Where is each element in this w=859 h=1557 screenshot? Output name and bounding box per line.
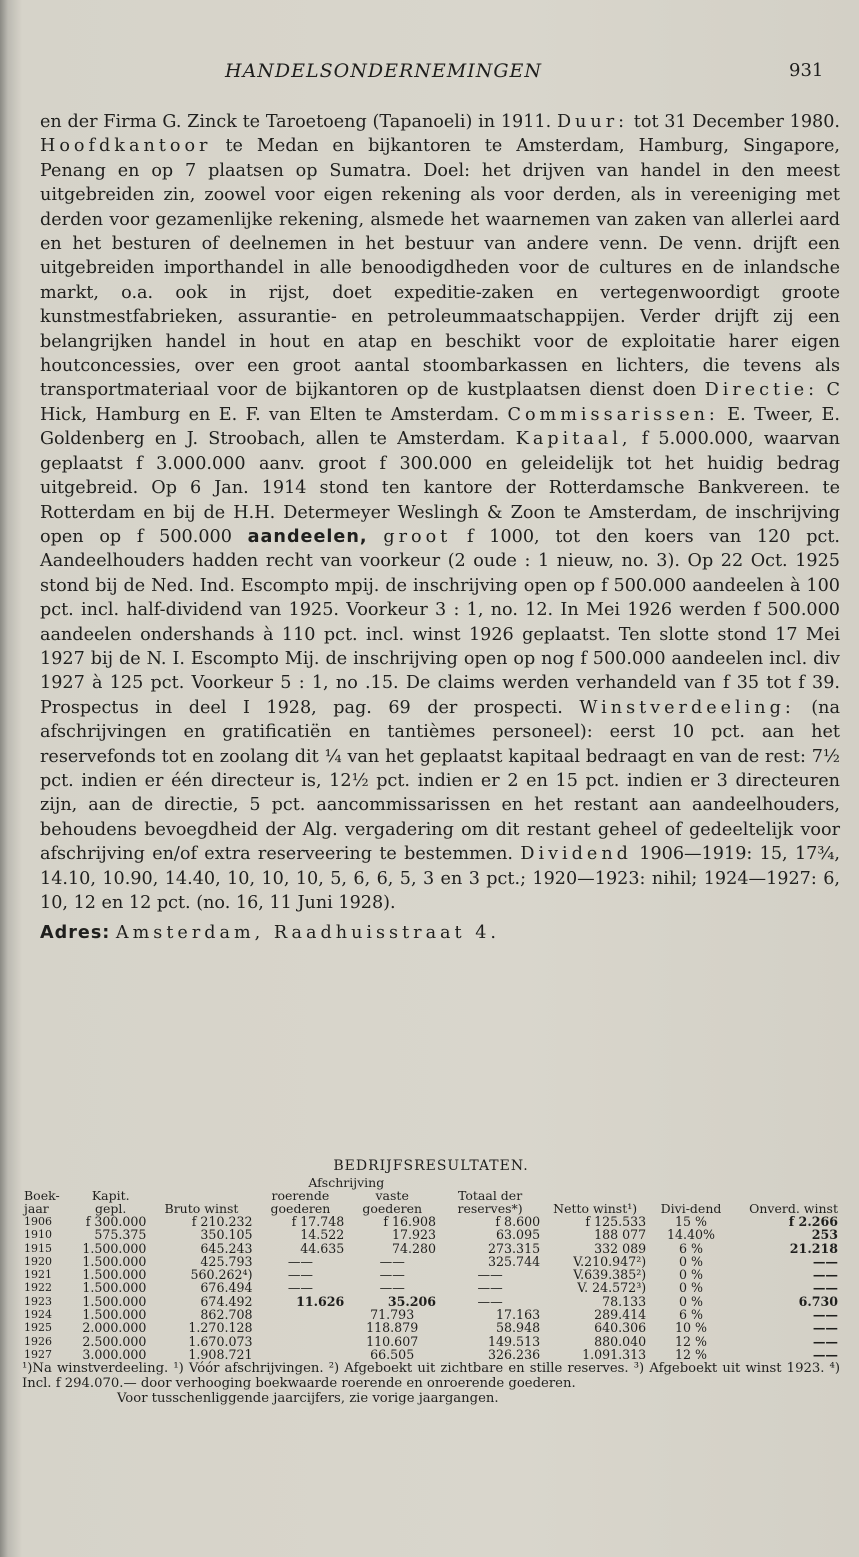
col-vaste: vaste goederen	[362, 1188, 423, 1216]
cell-totaal: 58.948	[496, 1320, 541, 1336]
cell-onverd: ——	[812, 1333, 838, 1349]
cell-jaar: 1920	[24, 1254, 52, 1268]
cell-jaar: 1921	[24, 1268, 52, 1282]
col-bruto: Bruto winst	[164, 1201, 239, 1216]
cell-totaal: ——	[477, 1267, 503, 1283]
cell-totaal: ——	[477, 1293, 503, 1309]
table-row	[22, 1228, 840, 1241]
table-row	[22, 1295, 840, 1308]
cell-netto: 332 089	[594, 1240, 647, 1256]
cell-vaste: 74.280	[392, 1240, 437, 1256]
dividend-label: Dividend	[520, 844, 632, 865]
col-totaal: Totaal der reserves*)	[457, 1188, 523, 1216]
cell-kapit: 1.500.000	[82, 1267, 147, 1283]
cell-divi: 12 %	[675, 1346, 707, 1362]
cell-netto: 1.091.313	[582, 1346, 647, 1362]
cell-totaal: f 8.600	[495, 1214, 541, 1229]
table-header-row	[22, 1189, 840, 1215]
commissarissen-label: Commissarissen:	[507, 404, 719, 425]
table-notes	[22, 1361, 840, 1406]
cell-kapit: 1.500.000	[82, 1280, 147, 1296]
groot-label: groot	[383, 526, 452, 547]
cell-divi: 0 %	[679, 1280, 703, 1296]
hoofdkantoor-label: Hoofdkantoor	[40, 136, 212, 157]
col-jaar: Boek-jaar	[24, 1188, 60, 1216]
kapitaal-label: Kapitaal,	[515, 429, 632, 450]
cell-netto: 640.306	[594, 1320, 647, 1336]
afschrijving-header: Afschrijving	[308, 1175, 385, 1190]
cell-onverd: ——	[812, 1346, 838, 1362]
table-row	[22, 1242, 840, 1255]
cell-divi: 14.40%	[666, 1227, 716, 1243]
cell-vaste: 66.505	[370, 1346, 415, 1362]
cell-bruto: 862.708	[200, 1307, 253, 1323]
cell-netto: V.210.947²)	[573, 1253, 647, 1269]
cell-roerende: 11.626	[296, 1293, 345, 1309]
adres-label: Adres:	[40, 923, 111, 944]
text-run: (na afschrijvingen en gratificatiën en tantièmes personeel): eerst 10 pct. aan het reservefonds tot en zoolang dit ¼ van het geplaatst kapitaal bedraagt en van de rest: 7½ pct. indien er één directeur is, 12½ pct. indien er 2 en 15 pct. indien er 3 directeuren zijn, aan de directie, 5 pct. aancommissarissen en het restant aan aandeelhouders, behoudens bevoegdheid der Alg. vergadering om dit restant geheel of gedeeltelijk voor afschrijving en/of extra reserveering te bestemmen.	[40, 697, 840, 865]
cell-vaste: f 16.908	[383, 1214, 437, 1229]
cell-kapit: f 300.000	[85, 1214, 147, 1229]
cell-divi: 6 %	[679, 1307, 703, 1323]
cell-totaal: 326.236	[488, 1346, 541, 1362]
company-paragraph	[40, 110, 840, 915]
cell-kapit: 2.500.000	[82, 1333, 147, 1349]
results-table-section	[22, 1158, 840, 1406]
cell-kapit: 575.375	[94, 1227, 147, 1243]
cell-bruto: 676.494	[200, 1280, 253, 1296]
cell-totaal: 17.163	[496, 1307, 541, 1323]
table-row	[22, 1281, 840, 1294]
cell-kapit: 3.000.000	[82, 1346, 147, 1362]
cell-vaste: 71.793	[370, 1307, 415, 1323]
cell-netto: 78.133	[602, 1293, 647, 1309]
cell-roerende: ——	[287, 1280, 313, 1296]
cell-bruto: 1.908.721	[188, 1346, 253, 1362]
cell-divi: 0 %	[679, 1267, 703, 1283]
cell-onverd: 253	[811, 1227, 838, 1243]
cell-roerende: 14.522	[300, 1227, 345, 1243]
cell-onverd: ——	[812, 1280, 838, 1296]
cell-bruto: 560.262⁴)	[190, 1267, 253, 1283]
cell-kapit: 1.500.000	[82, 1307, 147, 1323]
cell-onverd: ——	[812, 1307, 838, 1323]
cell-netto: f 125.533	[585, 1214, 647, 1229]
text-run: E. Tweer, E. Goldenberg en J. Stroobach, allen te Amsterdam.	[40, 404, 840, 450]
cell-jaar: 1922	[24, 1281, 52, 1295]
table-row	[22, 1255, 840, 1268]
table-row	[22, 1335, 840, 1348]
cell-kapit: 2.000.000	[82, 1320, 147, 1336]
table-row	[22, 1321, 840, 1334]
cell-bruto: 1.670.073	[188, 1333, 253, 1349]
cell-roerende	[255, 1348, 347, 1361]
table-row	[22, 1268, 840, 1281]
cell-bruto: 645.243	[200, 1240, 253, 1256]
text-run: 1906—1919: 15, 17¾, 14.10, 10.90, 14.40, 10, 10, 10, 5, 6, 6, 5, 3 en 3 pct.; 1920—1923: nihil; 1924—1927: 6, 10, 12 en 12 pct. (no. 16, 11 Juni 1928).	[40, 844, 840, 913]
cell-netto: V. 24.572³)	[577, 1280, 647, 1296]
cell-onverd: ——	[812, 1320, 838, 1336]
cell-onverd: ——	[812, 1267, 838, 1283]
cell-totaal: ——	[477, 1280, 503, 1296]
cell-roerende: ——	[287, 1253, 313, 1269]
text-run: f 1000, tot den koers van 120 pct. Aandeelhouders hadden recht van voorkeur (2 oude : 1 nieuw, no. 3). Op 22 Oct. 1925 stond bij de Ned. Ind. Escompto mpij. de inschrijving open op f 500.000 aandeelen à 100 pct. incl. half-dividend van 1925. Voorkeur 3 : 1, no. 12. In Mei 1926 werden f 500.000 aandeelen ondershands à 110 pct. incl. winst 1926 geplaatst. Ten slotte stond 17 Mei 1927 bij de N. I. Escompto Mij. de inschrijving open op nog f 500.000 aandeelen incl. div 1927 à 125 pct. Voorkeur 5 : 1, no .15. De claims werden verhandeld van f 35 tot f 39. Prospectus in deel I 1928, pag. 69 der prospecti.	[40, 526, 841, 718]
text-run: C Hick, Hamburg en E. F. van Elten te Amsterdam.	[40, 380, 840, 425]
col-kapit: Kapit. gepl.	[91, 1188, 130, 1216]
cell-jaar: 1923	[24, 1294, 52, 1308]
cell-divi: 12 %	[675, 1333, 707, 1349]
cell-kapit: 1.500.000	[82, 1240, 147, 1256]
cell-vaste: 118.879	[366, 1320, 419, 1336]
text-run: tot 31 December 1980.	[628, 112, 841, 132]
cell-bruto: 425.793	[200, 1253, 253, 1269]
cell-bruto: 1.270.128	[188, 1320, 253, 1336]
cell-onverd: ——	[812, 1253, 838, 1269]
cell-onverd: f 2.266	[788, 1214, 838, 1229]
cell-jaar: 1906	[24, 1215, 52, 1228]
col-divi: Divi-dend	[660, 1201, 722, 1216]
cell-onverd: 6.730	[798, 1293, 838, 1309]
see-previous-years-note: Voor tusschenliggende jaarcijfers, zie vorige jaargangen.	[117, 1391, 499, 1407]
page-number: 931	[789, 60, 824, 81]
table-row	[22, 1308, 840, 1321]
table-body	[22, 1215, 840, 1361]
results-table	[22, 1176, 840, 1361]
table-row	[22, 1348, 840, 1361]
cell-jaar: 1925	[24, 1321, 52, 1335]
page-header	[0, 60, 859, 90]
table-caption: BEDRIJFSRESULTATEN.	[333, 1158, 529, 1174]
cell-vaste: ——	[379, 1267, 405, 1283]
cell-divi: 6 %	[679, 1240, 703, 1256]
cell-vaste: 17.923	[392, 1227, 437, 1243]
col-roerende: roerende goederen	[270, 1188, 331, 1216]
cell-jaar: 1927	[24, 1347, 52, 1361]
text-run: en der Firma G. Zinck te Taroetoeng (Tapanoeli) in 1911.	[40, 112, 557, 132]
table-row	[22, 1215, 840, 1228]
cell-roerende	[255, 1308, 347, 1321]
table-header-row-top	[22, 1176, 840, 1189]
cell-totaal: 325.744	[488, 1253, 541, 1269]
cell-roerende	[255, 1321, 347, 1334]
text-run: te Medan en bijkantoren te Amsterdam, Hamburg, Singapore, Penang en op 7 plaatsen op Sumatra.	[40, 136, 840, 181]
cell-jaar: 1926	[24, 1334, 52, 1348]
cell-divi: 0 %	[679, 1253, 703, 1269]
cell-jaar: 1915	[24, 1241, 52, 1255]
adres-value: Amsterdam, Raadhuisstraat 4.	[115, 923, 500, 944]
duur-label: Duur:	[556, 112, 629, 132]
cell-jaar: 1910	[24, 1228, 52, 1242]
doel-label: Doel:	[423, 160, 470, 181]
cell-netto: 880.040	[594, 1333, 647, 1349]
cell-kapit: 1.500.000	[82, 1293, 147, 1309]
cell-jaar: 1924	[24, 1308, 52, 1322]
cell-onverd: 21.218	[789, 1240, 838, 1256]
cell-divi: 15 %	[675, 1214, 707, 1229]
winstverdeeling-label: Winstverdeeling:	[579, 697, 795, 718]
cell-roerende	[255, 1335, 347, 1348]
cell-roerende: ——	[287, 1267, 313, 1283]
cell-roerende: f 17.748	[291, 1214, 345, 1229]
cell-netto: 188 077	[594, 1227, 647, 1243]
cell-roerende: 44.635	[300, 1240, 345, 1256]
directie-label: Directie:	[704, 380, 819, 401]
cell-bruto: 350.105	[200, 1227, 253, 1243]
cell-vaste: 110.607	[366, 1333, 419, 1349]
cell-netto: 289.414	[594, 1307, 647, 1323]
cell-bruto: f 210.232	[191, 1214, 253, 1229]
cell-vaste: ——	[379, 1253, 405, 1269]
cell-totaal: 273.315	[488, 1240, 541, 1256]
cell-bruto: 674.492	[200, 1293, 253, 1309]
running-title: HANDELSONDERNEMINGEN	[225, 60, 543, 82]
text-run: het drijven van handel in den meest uitgebreiden zin, zoowel voor eigen rekening als voor derden, als in vereeniging met derden voor gezamenlijke rekening, alsmede het waarnemen van zaken van allerlei aard en het besturen of deelnemen in het bestuur van andere venn. De venn. drijft een uitgebreiden importhandel in alle benoodigdheden voor de cultures en de inlandsche markt, o.a. ook in rijst, doet expeditie-zaken en vertegenwoordigt groote kunstmestfabrieken, assurantie- en petroleummaatschappijen. Verder drijft zij een belangrijken handel in hout en atap en beschikt voor de exploitatie harer eigen houtconcessies, over een groot aantal stoombarkassen en lichters, die tevens als transportmateriaal voor de bijkantoren op de kustplaatsen dienst doen	[40, 160, 841, 401]
col-onverd: Onverd. winst	[749, 1201, 838, 1216]
cell-totaal: 149.513	[488, 1333, 541, 1349]
cell-kapit: 1.500.000	[82, 1253, 147, 1269]
aandeelen-label: aandeelen,	[247, 526, 368, 547]
cell-divi: 0 %	[679, 1293, 703, 1309]
cell-vaste: 35.206	[387, 1293, 437, 1309]
footnotes: ¹)Na winstverdeeling. ¹) Vóór afschrijvingen. ²) Afgeboekt uit zichtbare en stille reserves. ³) Afgeboekt uit winst 1923. ⁴) Incl. f 294.070.— door verhooging boekwaarde roerende en onroerende goederen.	[22, 1361, 840, 1392]
cell-divi: 10 %	[675, 1320, 707, 1336]
cell-netto: V.639.385²)	[573, 1267, 647, 1283]
cell-totaal: 63.095	[496, 1227, 541, 1243]
address-line	[40, 921, 840, 945]
text-run: f 5.000.000, waarvan geplaatst f 3.000.000 aanv. groot f 300.000 en geleidelijk tot het huidig bedrag uitgebreid. Op 6 Jan. 1914 stond ten kantore der Rotterdamsche Bankvereen. te Rotterdam en bij de H.H. Determeyer Weslingh & Zoon te Amsterdam, de inschrijving open op f 500.000	[40, 429, 840, 547]
col-netto: Netto winst¹)	[553, 1201, 638, 1216]
cell-vaste: ——	[379, 1280, 405, 1296]
body-text	[40, 110, 840, 946]
